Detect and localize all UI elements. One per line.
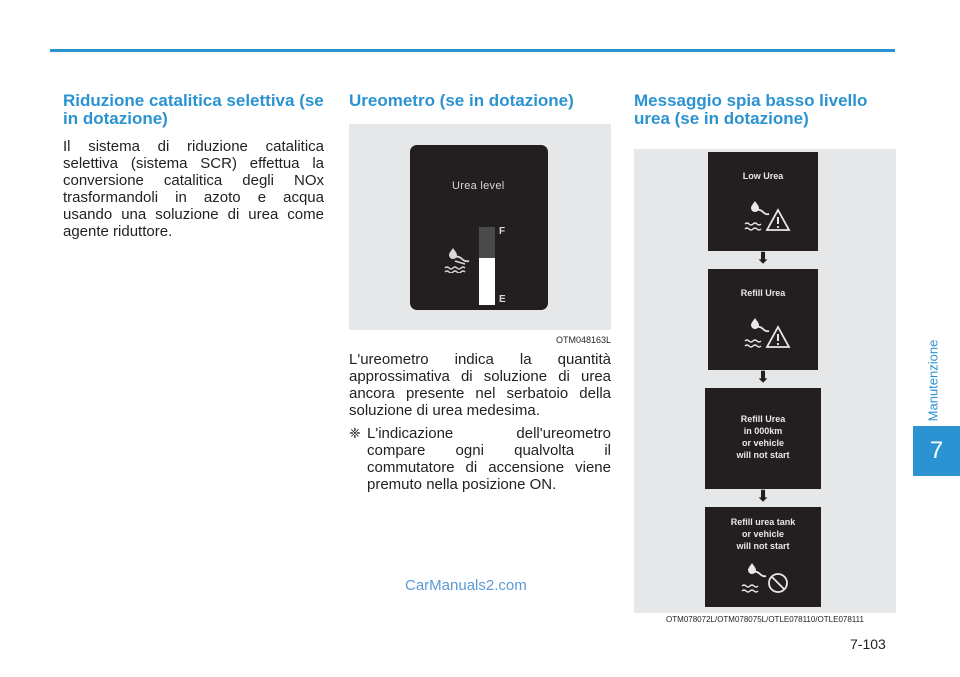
urea-level-gauge [479,227,495,305]
urea-prohibited-icon [740,562,790,596]
note-marker: ❈ [349,425,361,441]
note-text: L'indicazione dell'ureometro compare ogni qualvolta il commutatore di accensione viene premuto nella posizione ON. [367,425,611,493]
watermark: CarManuals2.com [405,577,527,594]
section-title: Riduzione catalitica selettiva (se in dotazione) [63,91,324,128]
section-low-urea-warning [634,92,896,624]
section-urea-gauge [349,92,611,493]
lcd-message: Low Urea [742,171,784,181]
figure-caption: OTM078072L/OTM078075L/OTLE078110/OTLE078111 [666,615,864,624]
lcd-message: Refill Urea in 000km or vehicle will not start [736,414,790,460]
lcd-low-urea [708,152,818,251]
arrow-down-icon: ⬇ [756,369,770,386]
section-body: Il sistema di riduzione catalitica selettiva (sistema SCR) effettua la conversione catalitica degli NOx trasformandoli in azoto e acqua usando una soluzione di urea come agente riduttore. [63,138,324,240]
warning-messages-figure [634,149,896,613]
lcd-message: Refill urea tank or vehicle will not start [730,517,796,551]
figure-caption: OTM048163L [555,335,611,345]
note [349,425,611,493]
lcd-message: Refill Urea [740,288,786,298]
urea-warning-icon [743,317,791,351]
chapter-label: Manutenzione [925,339,941,421]
lcd-refill-urea [708,269,818,370]
lcd-refill-urea-distance [705,388,821,489]
section-title: Ureometro (se in dotazione) [349,91,574,110]
section-scr [63,92,324,240]
header-rule [50,49,895,52]
urea-level-fill [479,258,495,305]
gauge-full-label: F [499,226,506,237]
urea-icon [444,247,474,273]
urea-gauge-figure [349,124,611,330]
gauge-empty-label: E [499,294,506,305]
cluster-display [410,145,548,310]
section-body: L'ureometro indica la quantità approssimativa di soluzione di urea ancora presente nel serbatoio della soluzione di urea medesima. [349,351,611,419]
display-title: Urea level [452,180,505,192]
section-title: Messaggio spia basso livello urea (se in dotazione) [634,91,868,128]
arrow-down-icon: ⬇ [756,250,770,267]
urea-warning-icon [743,200,791,234]
chapter-number-tab: 7 [913,426,960,476]
page-number: 7-103 [850,636,886,652]
lcd-refill-urea-tank [705,507,821,607]
arrow-down-icon: ⬇ [756,488,770,505]
